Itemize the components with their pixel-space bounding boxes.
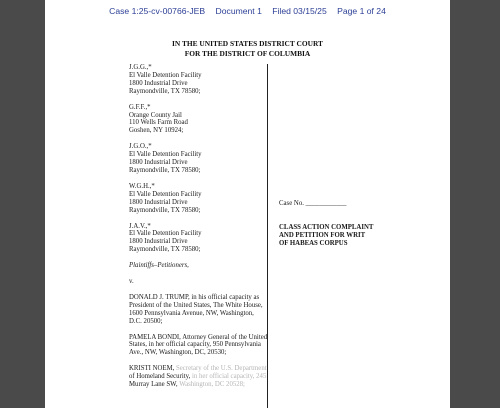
petitioner-name: J.G.O.,* — [129, 143, 152, 151]
petitioner-address: 1800 Industrial Drive — [129, 238, 188, 246]
complaint-title-line: CLASS ACTION COMPLAINT — [279, 223, 374, 231]
versus-label: v. — [129, 278, 134, 286]
respondent-line: Ave., NW, Washington, DC, 20530; — [129, 349, 227, 357]
petitioner-address: Goshen, NY 10924; — [129, 127, 184, 135]
respondent-line: President of the United States, The White House, — [129, 301, 263, 309]
court-line-1: IN THE UNITED STATES DISTRICT COURT — [172, 39, 323, 48]
petitioner-address: Raymondville, TX 78580; — [129, 87, 201, 95]
petitioner-address: 1800 Industrial Drive — [129, 79, 188, 87]
petitioner-address: El Valle Detention Facility — [129, 71, 202, 79]
respondent-line: DONALD J. TRUMP, in his official capacity as — [129, 293, 260, 301]
ecf-header — [45, 6, 450, 16]
petitioner-block — [129, 183, 269, 215]
petitioner-block — [129, 143, 269, 175]
caption-case-info — [279, 200, 439, 248]
court-heading — [45, 39, 450, 59]
complaint-title-line: OF HABEAS CORPUS — [279, 239, 348, 247]
respondent-line: D.C. 20500; — [129, 317, 163, 325]
respondent-text: Murray Lane SW, — [129, 381, 178, 389]
document-number: Document 1 — [215, 6, 262, 16]
respondent-text: of Homeland Security, — [129, 373, 191, 381]
complaint-title — [279, 224, 439, 248]
respondent-block-trump — [129, 294, 269, 326]
respondent-text-faded: Secretary of the U.S. Department — [174, 365, 267, 373]
respondent-block-bondi — [129, 334, 269, 358]
respondent-block-noem — [129, 365, 269, 389]
petitioner-block — [129, 104, 269, 136]
case-number-header: Case 1:25-cv-00766-JEB — [109, 6, 206, 16]
filed-date: Filed 03/15/25 — [272, 6, 327, 16]
respondent-line: PAMELA BONDI, Attorney General of the United — [129, 333, 268, 341]
petitioner-address: 1800 Industrial Drive — [129, 159, 188, 167]
respondent-line: 1600 Pennsylvania Avenue, NW, Washington, — [129, 309, 254, 317]
petitioner-name: G.F.F.,* — [129, 103, 151, 111]
respondent-line — [129, 373, 269, 381]
respondent-line — [129, 365, 269, 373]
petitioner-block — [129, 64, 269, 96]
petitioner-name: J.G.G.,* — [129, 64, 152, 71]
court-line-2: FOR THE DISTRICT OF COLUMBIA — [184, 49, 311, 58]
petitioner-block — [129, 223, 269, 255]
caption-parties — [129, 64, 269, 397]
petitioner-address: 110 Wells Farm Road — [129, 119, 188, 127]
respondent-line: States, in her official capacity, 950 Pennsylvania — [129, 341, 261, 349]
petitioner-name: W.G.H.,* — [129, 182, 155, 190]
petitioner-name: J.A.V.,* — [129, 222, 151, 230]
party-role-label: Plaintiffs–Petitioners, — [129, 262, 189, 270]
petitioner-address: El Valle Detention Facility — [129, 151, 202, 159]
respondent-text: KRISTI NOEM, — [129, 365, 175, 373]
complaint-title-line: AND PETITION FOR WRIT — [279, 231, 366, 239]
petitioner-address: Raymondville, TX 78580; — [129, 166, 201, 174]
petitioner-address: Raymondville, TX 78580; — [129, 246, 201, 254]
caption-divider — [267, 64, 268, 408]
petitioner-address: El Valle Detention Facility — [129, 190, 202, 198]
page-counter: Page 1 of 24 — [337, 6, 386, 16]
petitioner-address: 1800 Industrial Drive — [129, 198, 188, 206]
respondent-line — [129, 381, 269, 389]
document-page — [45, 0, 450, 408]
petitioner-address: El Valle Detention Facility — [129, 230, 202, 238]
respondent-text-faded: in her official capacity, 245 — [190, 373, 267, 381]
respondent-text-faded: Washington, DC 20528; — [177, 381, 245, 389]
petitioner-address: Raymondville, TX 78580; — [129, 206, 201, 214]
case-number-field: Case No. ____________ — [279, 200, 347, 207]
petitioner-address: Orange County Jail — [129, 111, 182, 119]
